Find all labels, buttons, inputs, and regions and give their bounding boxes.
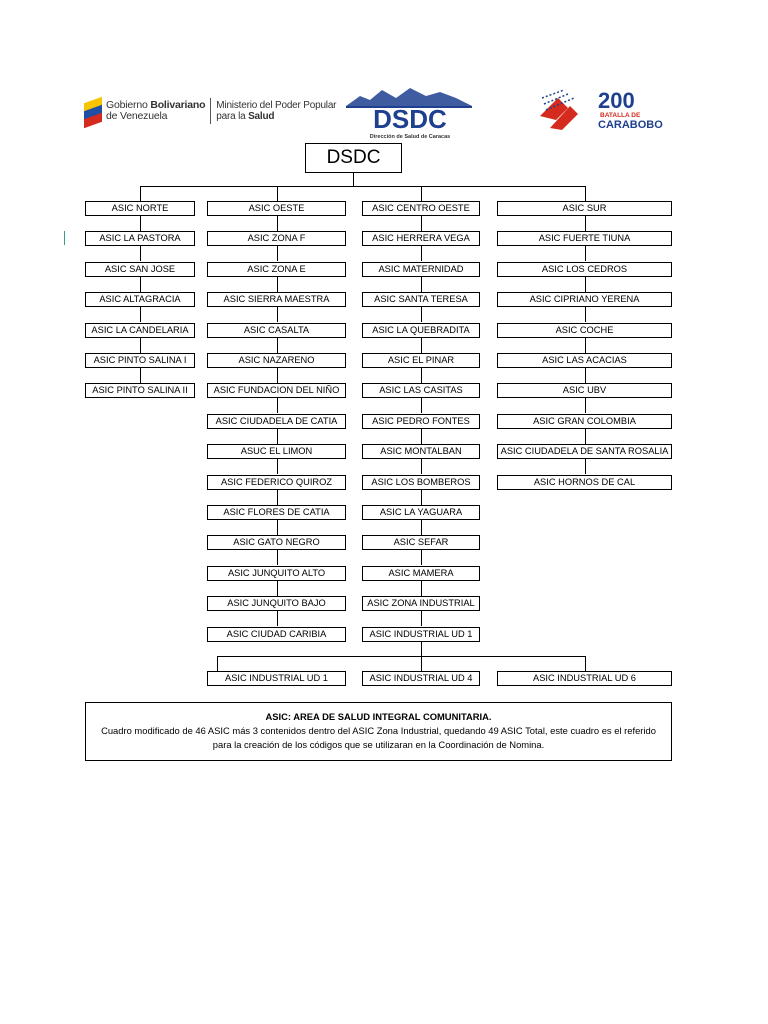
connector-vertical	[277, 490, 278, 505]
asic-box: ASIC SANTA TERESA	[362, 292, 480, 307]
connector-vertical	[277, 611, 278, 626]
connector-vertical	[421, 368, 422, 383]
asic-box: ASIC LA QUEBRADITA	[362, 323, 480, 338]
dsdc-logo-text: DSDC	[373, 104, 447, 134]
connector-vertical	[585, 307, 586, 322]
connector-vertical	[277, 398, 278, 413]
connector-vertical	[421, 216, 422, 231]
asic-box: ASIC GRAN COLOMBIA	[497, 414, 672, 429]
note-title: ASIC: AREA DE SALUD INTEGRAL COMUNITARIA.	[265, 711, 492, 722]
asic-box: ASIC SIERRA MAESTRA	[207, 292, 346, 307]
asic-box: ASIC FEDERICO QUIROZ	[207, 475, 346, 490]
asic-box: ASIC ALTAGRACIA	[85, 292, 195, 307]
connector-vertical	[421, 429, 422, 444]
dsdc-logo-subtitle: Dirección de Salud de Caracas	[369, 134, 451, 140]
connector-vertical	[277, 338, 278, 353]
asic-box: ASIC MONTALBAN	[362, 444, 480, 459]
connector-vertical	[585, 459, 586, 474]
text-cursor	[64, 231, 65, 245]
asic-box: ASIC PEDRO FONTES	[362, 414, 480, 429]
connector-vertical	[585, 368, 586, 383]
connector-vertical	[421, 550, 422, 565]
asic-box: ASIC SAN JOSE	[85, 262, 195, 277]
connector-vertical	[421, 459, 422, 474]
connector-vertical	[421, 277, 422, 292]
asic-box: ASIC SUR	[497, 201, 672, 216]
asic-box: ASIC CASALTA	[207, 323, 346, 338]
asic-box: ASIC CIPRIANO YERENA	[497, 292, 672, 307]
industrial-sub-box: ASIC INDUSTRIAL UD 6	[497, 671, 672, 686]
connector-column-3	[421, 186, 422, 201]
asic-box: ASIC ZONA E	[207, 262, 346, 277]
connector-industrial-3	[585, 656, 586, 671]
connector-vertical	[277, 246, 278, 261]
asic-box: ASIC LOS CEDROS	[497, 262, 672, 277]
asic-box: ASIC FUNDACION DEL NIÑO	[207, 383, 346, 398]
connector-root-down	[353, 173, 354, 186]
dsdc-logo	[340, 84, 480, 140]
connector-column-2	[277, 186, 278, 201]
ministerio-text: Ministerio del Poder Popular para la Salud	[216, 100, 337, 122]
connector-vertical	[140, 277, 141, 292]
asic-box: ASIC CIUDADELA DE SANTA ROSALIA	[497, 444, 672, 459]
connector-vertical	[421, 246, 422, 261]
asic-box: ASIC LAS ACACIAS	[497, 353, 672, 368]
asic-box: ASIC PINTO SALINA II	[85, 383, 195, 398]
connector-vertical	[421, 581, 422, 596]
asic-box: ASIC ZONA INDUSTRIAL	[362, 596, 480, 611]
connector-vertical	[585, 398, 586, 413]
asic-box: ASIC FUERTE TIUNA	[497, 231, 672, 246]
venezuela-flag-icon	[84, 98, 102, 124]
asic-box: ASUC EL LIMON	[207, 444, 346, 459]
carabobo-200-logo	[538, 88, 666, 132]
asic-box: ASIC GATO NEGRO	[207, 535, 346, 550]
connector-vertical	[585, 246, 586, 261]
asic-box: ASIC UBV	[497, 383, 672, 398]
connector-vertical	[585, 338, 586, 353]
asic-box: ASIC COCHE	[497, 323, 672, 338]
asic-box: ASIC LAS CASITAS	[362, 383, 480, 398]
industrial-sub-box: ASIC INDUSTRIAL UD 4	[362, 671, 480, 686]
anniversary-line1: BATALLA DE	[600, 112, 641, 119]
asic-box: ASIC PINTO SALINA I	[85, 353, 195, 368]
connector-vertical	[277, 550, 278, 565]
connector-vertical	[277, 520, 278, 535]
asic-box: ASIC EL PINAR	[362, 353, 480, 368]
connector-industrial-horizontal	[217, 656, 586, 657]
asic-box: ASIC LA PASTORA	[85, 231, 195, 246]
connector-column-4	[585, 186, 586, 201]
asic-box: ASIC JUNQUITO ALTO	[207, 566, 346, 581]
note-line1: Cuadro modificado de 46 ASIC más 3 contenidos dentro del ASIC Zona Industrial, quedando 49 ASIC Total, este cuadro es el referido	[101, 725, 656, 736]
asic-box: ASIC ZONA F	[207, 231, 346, 246]
connector-top-horizontal	[140, 186, 586, 187]
asic-box: ASIC LOS BOMBEROS	[362, 475, 480, 490]
root-box-dsdc: DSDC	[305, 143, 402, 173]
connector-vertical	[421, 307, 422, 322]
connector-vertical	[140, 216, 141, 231]
connector-industrial-1	[217, 656, 218, 671]
asic-box: ASIC CENTRO OESTE	[362, 201, 480, 216]
asic-box: ASIC JUNQUITO BAJO	[207, 596, 346, 611]
connector-vertical	[140, 368, 141, 383]
connector-vertical	[421, 338, 422, 353]
asic-box: ASIC HORNOS DE CAL	[497, 475, 672, 490]
asic-box: ASIC LA CANDELARIA	[85, 323, 195, 338]
connector-vertical	[277, 581, 278, 596]
asic-box: ASIC CIUDAD CARIBIA	[207, 627, 346, 642]
asic-box: ASIC CIUDADELA DE CATIA	[207, 414, 346, 429]
asic-box: ASIC OESTE	[207, 201, 346, 216]
asic-box: ASIC MAMERA	[362, 566, 480, 581]
asic-box: ASIC INDUSTRIAL UD 1	[362, 627, 480, 642]
connector-vertical	[585, 277, 586, 292]
asic-box: ASIC NORTE	[85, 201, 195, 216]
connector-industrial-2	[421, 656, 422, 671]
asic-box: ASIC FLORES DE CATIA	[207, 505, 346, 520]
note-box	[85, 702, 672, 761]
connector-vertical	[585, 216, 586, 231]
connector-vertical	[421, 398, 422, 413]
connector-vertical	[585, 429, 586, 444]
connector-vertical	[421, 490, 422, 505]
anniversary-line2: CARABOBO	[598, 119, 663, 131]
asic-box: ASIC HERRERA VEGA	[362, 231, 480, 246]
connector-vertical	[277, 216, 278, 231]
connector-vertical	[277, 459, 278, 474]
connector-vertical	[140, 307, 141, 322]
logo-divider	[210, 98, 211, 124]
connector-vertical	[140, 246, 141, 261]
asic-box: ASIC SEFAR	[362, 535, 480, 550]
asic-box: ASIC LA YAGUARA	[362, 505, 480, 520]
asic-box: ASIC NAZARENO	[207, 353, 346, 368]
gobierno-bolivariano-logo	[84, 96, 336, 126]
connector-vertical	[277, 429, 278, 444]
asic-box: ASIC MATERNIDAD	[362, 262, 480, 277]
connector-vertical	[421, 520, 422, 535]
anniversary-number: 200	[598, 88, 635, 113]
industrial-sub-box: ASIC INDUSTRIAL UD 1	[207, 671, 346, 686]
connector-vertical	[421, 611, 422, 626]
connector-column-1	[140, 186, 141, 201]
gobierno-text: Gobierno Bolivariano de Venezuela	[106, 99, 206, 122]
connector-vertical	[277, 307, 278, 322]
connector-vertical	[277, 277, 278, 292]
connector-vertical	[277, 368, 278, 383]
connector-industrial-down	[421, 642, 422, 656]
note-line2: para la creación de los códigos que se utilizaran en la Coordinación de Nomina.	[212, 739, 545, 750]
connector-vertical	[140, 338, 141, 353]
